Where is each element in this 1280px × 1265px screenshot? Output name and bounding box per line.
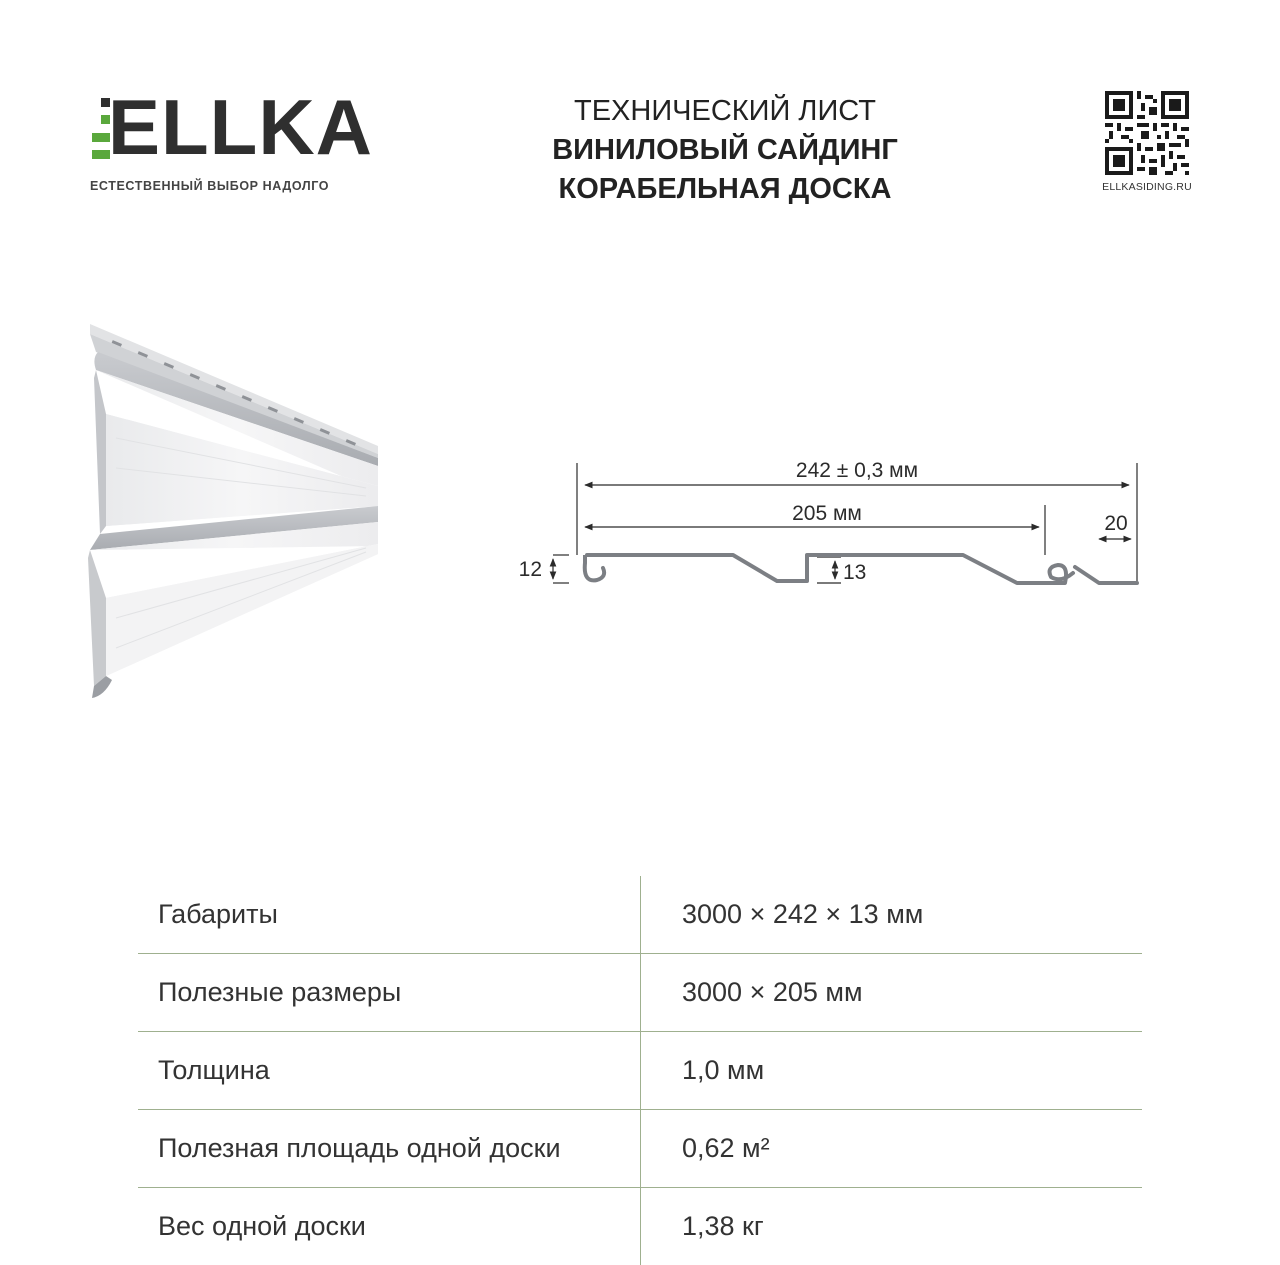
logo-wordmark: ELLKA <box>108 88 373 166</box>
spec-value: 1,38 кг <box>641 1188 1143 1265</box>
profile-drawing <box>505 455 1165 595</box>
siding-panel-image <box>86 318 386 704</box>
specs-table <box>138 876 1142 1265</box>
spec-label: Габариты <box>138 876 641 954</box>
website-url[interactable]: ELLKASIDING.RU <box>1080 181 1214 193</box>
spec-label: Вес одной доски <box>138 1188 641 1265</box>
spec-label: Толщина <box>138 1032 641 1110</box>
table-row <box>138 954 1142 1032</box>
dim-profile-depth: 13 <box>843 561 866 584</box>
qr-code-icon[interactable] <box>1105 91 1189 175</box>
title-line-2: ВИНИЛОВЫЙ САЙДИНГ <box>500 131 950 170</box>
spec-value: 3000 × 242 × 13 мм <box>641 876 1143 954</box>
spec-value: 3000 × 205 мм <box>641 954 1143 1032</box>
dim-useful-width: 205 мм <box>792 502 862 525</box>
table-row <box>138 1032 1142 1110</box>
spec-label: Полезные размеры <box>138 954 641 1032</box>
table-row <box>138 876 1142 954</box>
dim-lock-width: 20 <box>1104 512 1127 535</box>
title-line-3: КОРАБЕЛЬНАЯ ДОСКА <box>500 170 950 209</box>
dim-total-width: 242 ± 0,3 мм <box>796 459 918 482</box>
spec-value: 1,0 мм <box>641 1032 1143 1110</box>
logo-tagline: ЕСТЕСТВЕННЫЙ ВЫБОР НАДОЛГО <box>90 179 329 193</box>
table-row <box>138 1110 1142 1188</box>
document-title <box>500 92 950 209</box>
logo-mark-icon <box>88 98 110 168</box>
spec-label: Полезная площадь одной доски <box>138 1110 641 1188</box>
brand-logo <box>88 88 358 198</box>
table-row <box>138 1188 1142 1265</box>
spec-value: 0,62 м² <box>641 1110 1143 1188</box>
title-line-1: ТЕХНИЧЕСКИЙ ЛИСТ <box>500 92 950 131</box>
dim-hook-height: 12 <box>519 558 542 581</box>
